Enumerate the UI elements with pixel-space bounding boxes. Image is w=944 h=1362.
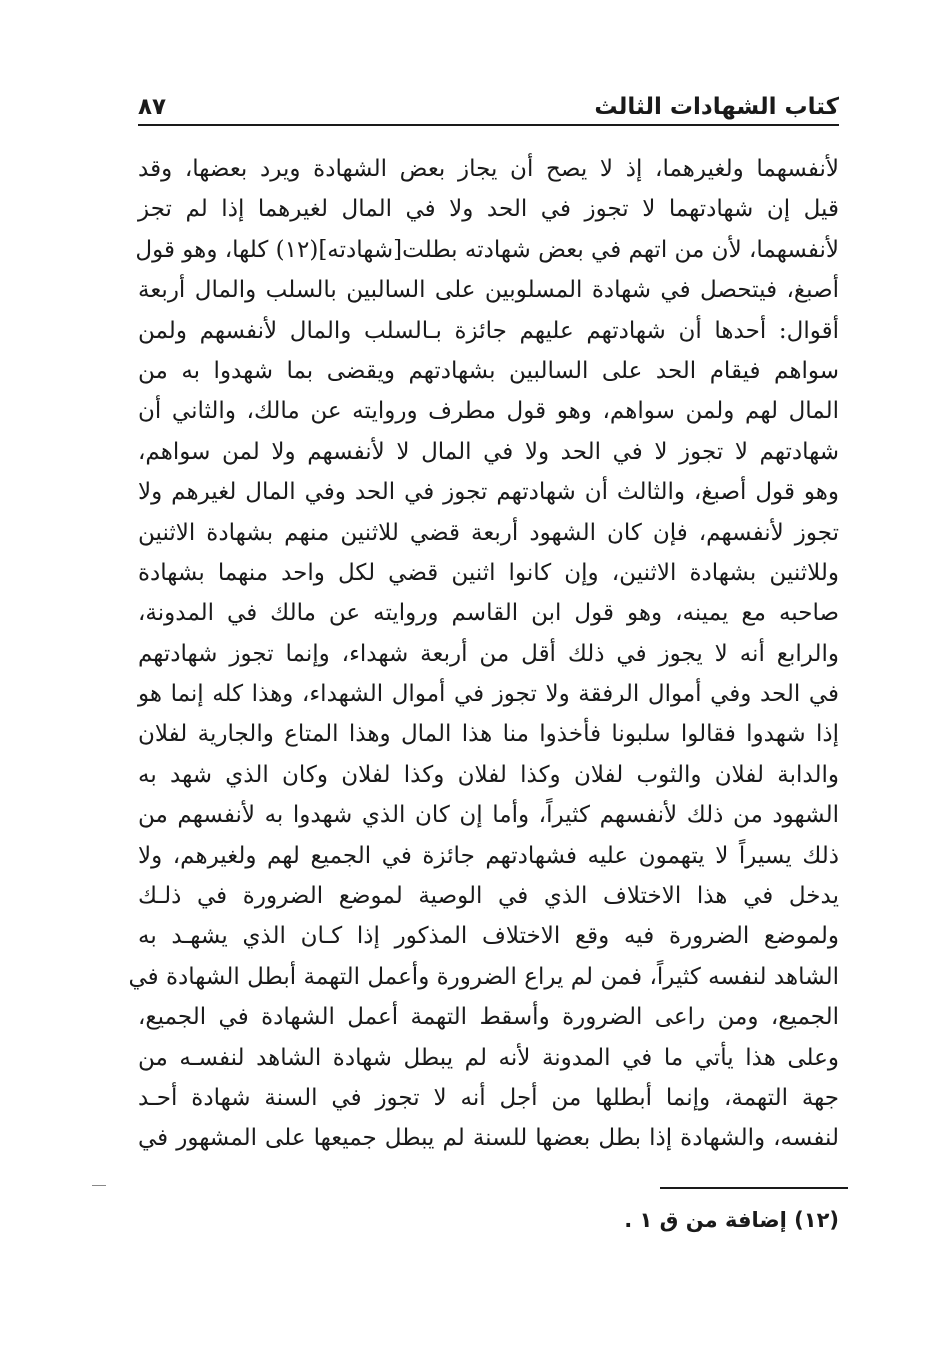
footnote-divider — [660, 1187, 848, 1189]
text-line: صاحبه مع يمينه، وهو قول ابن القاسم وروايته عن مالك في المدونة، — [138, 600, 839, 627]
footnote: (١٢) إضافة من ق ١ . — [624, 1208, 839, 1232]
text-line: والرابع أنه لا يجوز في ذلك أقل من أربعة شهداء، وإنما تجوز شهادتهم — [138, 640, 839, 667]
text-line: إذا شهدوا فقالوا سلبونا فأخذوا منا هذا المال وهذا المتاع والجارية لفلان — [138, 721, 839, 748]
text-line: لأنفسهما ولغيرهما، إذ لا يصح أن يجاز بعض الشهادة ويرد بعضها، وقد — [138, 156, 839, 182]
text-line: شهادتهم لا تجوز لا في الحد ولا في المال لا لأنفسهم ولا لمن سواهم، — [138, 438, 839, 465]
text-line: أقوال: أحدها أن شهادتهم عليهم جائزة بـالسلب والمال لأنفسهم ولمن — [138, 317, 839, 344]
text-line: ولموضع الضرورة فيه وقع الاختلاف المذكور إذا كـان الذي يشهـد به — [138, 923, 839, 950]
text-line: الشهود من ذلك لأنفسهم كثيراً، وأما إن كان الذي شهدوا به لأنفسهم من — [138, 802, 839, 829]
running-title: كتاب الشهادات الثالث — [594, 94, 839, 120]
text-line: أصبغ، فيتحصل في شهادة المسلوبين على السالبين بالسلب والمال أربعة — [138, 277, 839, 304]
text-line: الجميع، ومن راعى الضرورة وأسقط التهمة أعمل الشهادة في الجميع، — [138, 1004, 839, 1031]
text-line: يدخل في هذا الاختلاف الذي في الوصية لموضع الضرورة في ذلـك — [138, 883, 839, 910]
scan-artifact — [92, 1185, 106, 1186]
text-line: لنفسه، والشهادة إذا بطل بعضها للسنة لم يبطل جميعها على المشهور في — [138, 1125, 839, 1152]
text-line: قيل إن شهادتهما لا تجوز في الحد ولا في المال لغيرهما إذا لم تجز — [138, 196, 839, 223]
page-header — [138, 84, 839, 126]
text-line: في الحد وفي أموال الرفقة ولا تجوز في أموال الشهداء، وهذا كله إنما هو — [138, 681, 839, 708]
text-line: تجوز لأنفسهم، فإن كان الشهود أربعة قضي للاثنين منهم بشهادة الاثنين — [138, 519, 839, 546]
page-number: ٨٧ — [138, 94, 167, 120]
text-line: والدابة لفلان والثوب لفلان وكذا لفلان وكذا لفلان وكان الذي شهد به — [138, 761, 839, 788]
text-line: سواهم فيقام الحد على السالبين بشهادتهم ويقضى بما شهدوا به من — [138, 357, 839, 384]
main-text — [128, 149, 839, 1159]
text-line: ذلك يسيراً لا يتهمون عليه فشهادتهم جائزة في الجميع لهم ولغيرهم، ولا — [138, 842, 839, 869]
text-line: المال لهم ولمن سواهم، وهو قول مطرف وروايته عن مالك، والثاني أن — [138, 398, 839, 425]
text-line: لأنفسهما، لأن من اتهم في بعض شهادته بطلت[شهادته](١٢) كلها، وهو قول — [135, 236, 839, 263]
text-line: وهو قول أصبغ، والثالث أن شهادتهم تجوز في الحد وفي المال لغيرهم ولا — [138, 479, 839, 506]
text-line: وللاثنين بشهادة الاثنين، وإن كانوا اثنين قضي لكل واحد منهما بشهادة — [138, 559, 839, 586]
text-line: وعلى هذا يأتي ما في المدونة لأنه لم يبطل شهادة الشاهد لنفسـه من — [138, 1044, 839, 1071]
text-line: الشاهد لنفسه كثيراً، فمن لم يراع الضرورة وأعمل التهمة أبطل الشهادة في — [128, 963, 839, 990]
text-line: جهة التهمة، وإنما أبطلها من أجل أنه لا تجوز في السنة شهادة أحـد — [138, 1084, 839, 1111]
